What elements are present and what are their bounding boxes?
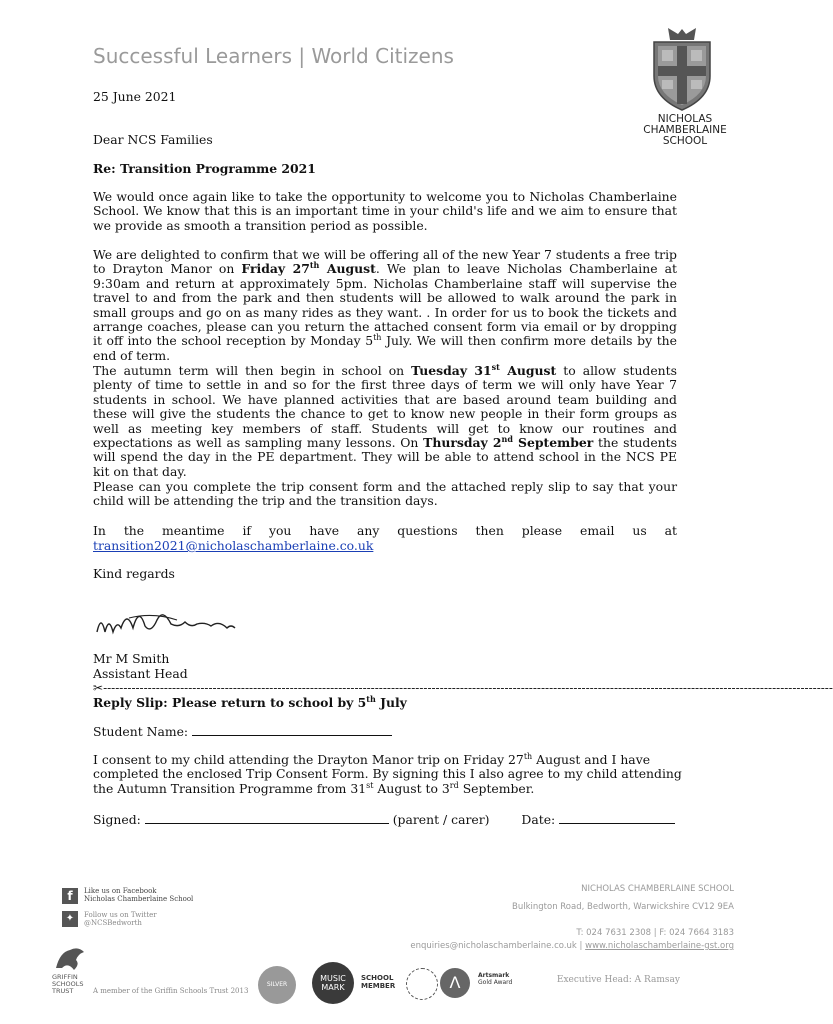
arrow-award-badge: Λ [440,968,470,998]
footer-website-link[interactable]: www.nicholaschamberlaine-gst.org [585,941,734,951]
consent-paragraph: I consent to my child attending the Drayton Manor trip on Friday 27th August and I have completed the enclosed Trip Consent Form. By signing this I also agree to my child attending the Autumn Transition Programme from 31st August to 3rd September. [93,751,682,796]
executive-head: Executive Head: A Ramsay [556,975,680,985]
cut-line: ✂------------------------------------------------------------------------------------------------------------------------------------------------------------------------------------ [93,681,833,695]
student-name-field[interactable] [192,725,392,736]
signature-image [93,598,243,646]
signer-title: Assistant Head [93,666,188,681]
footer-email-link[interactable]: enquiries@nicholaschamberlaine.co.uk [410,941,577,951]
griffin-logo-icon [52,944,88,972]
school-logo-text: NICHOLAS CHAMBERLAINE SCHOOL [643,113,727,147]
letter-paragraph-2: We are delighted to confirm that we will be offering all of the new Year 7 students a free trip to Drayton Manor on Friday 27th August. We plan to leave Nicholas Chamberlaine at 9:30am and return at approximately 5pm. Nicholas Chamberlaine staff will supervise the travel to and from the park and then students will be allowed to walk around the park in small groups and go on as many rides as they want. . In order for us to book the tickets and arrange coaches, please can you return the attached consent form via email or by dropping it off into the school reception by Monday 5th July. We will then confirm more details by the end of term. [93,247,678,363]
letter-paragraph-5: In the meantime if you have any questions then please email us at [93,523,677,538]
footer-phone: T: 024 7631 2308 | F: 024 7664 3183 [576,928,734,938]
reply-slip-title: Reply Slip: Please return to school by 5th July [93,693,407,710]
letter-paragraph-3: The autumn term will then begin in school on Tuesday 31st August to allow students plenty of time to settle in and so for the first three days of term we will only have Year 7 students in school. We have planned activities that are based around team building and these will give the students the chance to get to know new people in their form groups as well as meeting key members of staff. Students will get to know our routines and expectations as well as sampling many lessons. On Thursday 2nd September the students will spend the day in the PE department. They will be able to attend school in the NCS PE kit on that day. [93,361,678,479]
griffin-logo-text: GRIFFIN SCHOOLS TRUST [52,973,84,995]
twitter-icon[interactable]: ✦ [62,911,78,927]
signer-name: Mr M Smith [93,651,170,666]
date-field[interactable] [559,813,675,824]
footer-address: Bulkington Road, Bedworth, Warwickshire CV12 9EA [512,902,734,912]
twitter-text: Follow us on Twitter @NCSBedworth [84,911,157,927]
letter-salutation: Dear NCS Families [93,132,213,147]
footer-school-name: NICHOLAS CHAMBERLAINE SCHOOL [581,884,734,894]
griffin-member-text: A member of the Griffin Schools Trust 2013 [93,987,249,995]
letter-subject: Re: Transition Programme 2021 [93,161,316,176]
school-member-badge: SCHOOL MEMBER [361,974,396,990]
facebook-text: Like us on Facebook Nicholas Chamberlaine School [84,887,194,903]
letter-paragraph-4: Please can you complete the trip consent form and the attached reply slip to say that your child will be attending the trip and the transition days. [93,479,677,509]
school-tagline: Successful Learners | World Citizens [93,44,454,68]
music-mark-badge: MUSIC MARK [312,962,354,1004]
silver-award-badge: SILVER [258,966,296,1004]
contact-email-link[interactable]: transition2021@nicholaschamberlaine.co.uk [93,538,374,553]
scissors-icon: ✂ [93,681,104,695]
footer-contact-line: enquiries@nicholaschamberlaine.co.uk | www.nicholaschamberlaine-gst.org [410,941,734,951]
letter-paragraph-1: We would once again like to take the opportunity to welcome you to Nicholas Chamberlaine School. We know that this is an important time in your child's life and we aim to ensure that we provide as smooth a transition period as possible. [93,189,677,233]
student-name-row: Student Name: [93,725,677,739]
signature-field[interactable] [145,813,389,824]
artsmark-badge: Artsmark Gold Award [478,972,513,986]
signed-row: Signed: (parent / carer) Date: [93,813,693,827]
letter-date: 25 June 2021 [93,89,177,104]
round-award-badge [406,968,438,1000]
facebook-icon[interactable]: f [62,888,78,904]
letter-closing: Kind regards [93,566,175,581]
